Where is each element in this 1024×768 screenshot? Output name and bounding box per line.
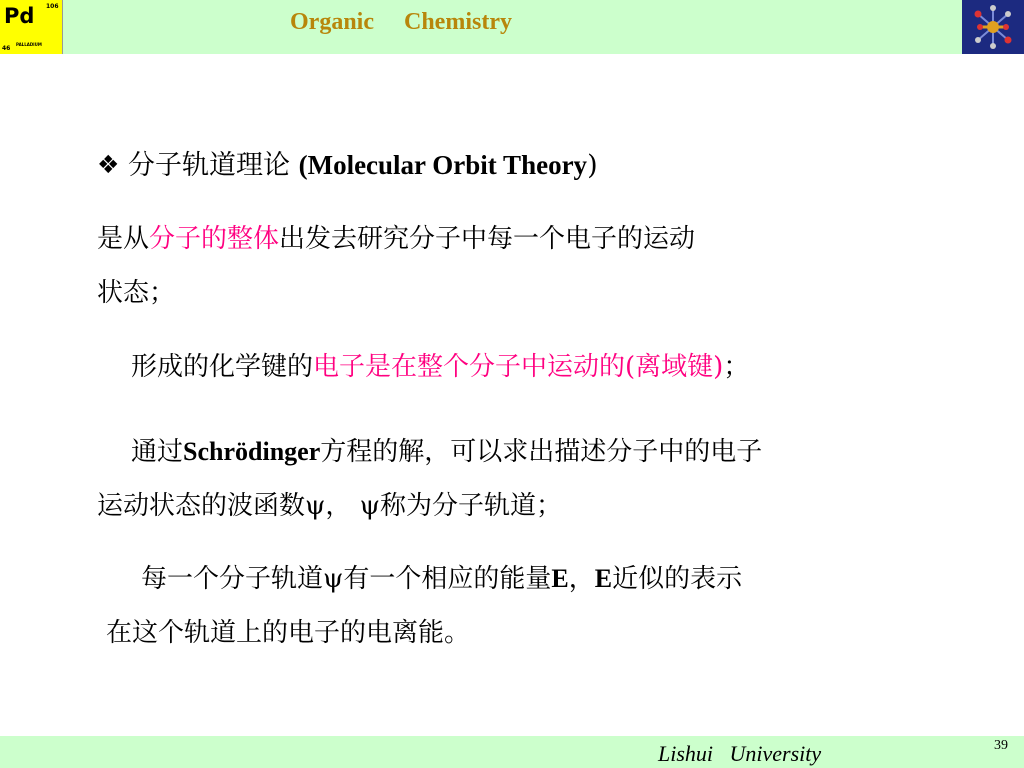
- p2-text-b: ；: [723, 352, 750, 382]
- course-title: Organic Chemistry: [290, 9, 512, 35]
- p4-text-c: 近似的表示: [612, 564, 743, 594]
- p4-energy-2: E: [594, 564, 613, 593]
- p1-text-b: 出发去研究分子中每一个电子的运动: [279, 224, 696, 254]
- p3-text-c: 方程的解，可以求出描述分子中的电子: [320, 437, 763, 467]
- bullet-icon: ❖: [97, 150, 120, 179]
- p2-highlight: 电子是在整个分子中运动的(离域键): [313, 352, 724, 382]
- element-mass: 106: [46, 3, 59, 10]
- element-symbol: Pd: [4, 4, 35, 28]
- footer-university: Lishui University: [658, 741, 822, 766]
- element-name: PALLADIUM: [16, 42, 42, 47]
- heading-english: (Molecular Orbit Theory: [298, 150, 588, 180]
- p4-text-d: 在这个轨道上的电子的电离能。: [106, 618, 471, 648]
- p4-text-a: 每一个分子轨道ψ有一个相应的能量: [141, 564, 552, 594]
- element-number: 46: [2, 45, 11, 52]
- p4-energy-1: E: [551, 564, 569, 593]
- p3-text-a: 通过: [131, 437, 184, 467]
- footer-bar: [0, 736, 1024, 768]
- p2-text-a: 形成的化学键的: [131, 352, 314, 382]
- p1-text-c: 状态；: [97, 278, 176, 308]
- paragraph-4-cont: [106, 606, 470, 660]
- slide-heading: [128, 148, 598, 183]
- molecule-model-icon: [962, 0, 1024, 54]
- palladium-element-tile: [0, 0, 63, 54]
- heading-close: ): [587, 150, 598, 181]
- paragraph-4: [141, 552, 742, 606]
- p1-text-a: 是从: [97, 224, 150, 254]
- p1-highlight: 分子的整体: [149, 224, 280, 254]
- paragraph-1: [97, 212, 695, 266]
- p3-schrodinger: Schrödinger: [183, 437, 321, 466]
- paragraph-3-cont: [97, 479, 562, 533]
- p4-text-b: ，: [568, 564, 595, 594]
- paragraph-2: [131, 340, 749, 394]
- p3-text-d: 运动状态的波函数ψ， ψ称为分子轨道；: [97, 491, 563, 521]
- page-number: 39: [994, 738, 1008, 753]
- paragraph-3: [131, 425, 762, 479]
- paragraph-1-cont: [97, 266, 175, 320]
- heading-chinese: 分子轨道理论: [128, 150, 299, 181]
- header-bar: [0, 0, 1024, 54]
